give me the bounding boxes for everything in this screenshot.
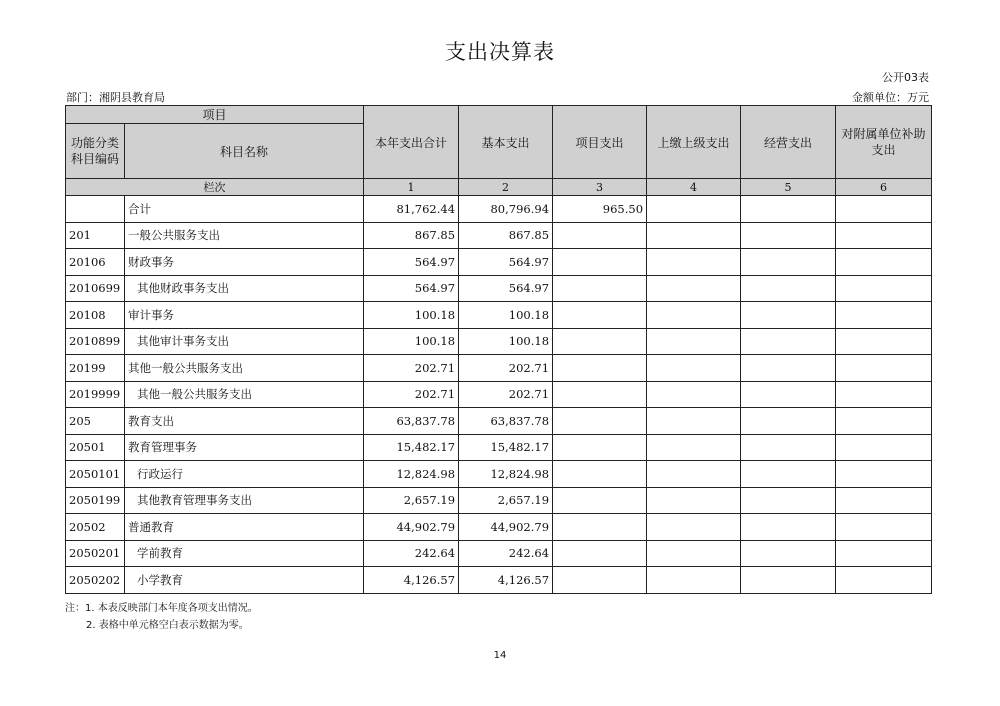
column-number: 2 <box>459 179 553 196</box>
cell-project <box>553 540 647 567</box>
cell-basic: 2,657.19 <box>459 487 553 514</box>
cell-subsidy <box>836 540 932 567</box>
page-title: 支出决算表 <box>445 40 555 64</box>
cell-total: 2,657.19 <box>364 487 459 514</box>
row-name: 其他财政事务支出 <box>125 275 364 302</box>
note-2: 2. 表格中单元格空白表示数据为零。 <box>86 620 249 631</box>
cell-upper <box>647 540 741 567</box>
form-number: 公开03表 <box>882 71 929 84</box>
name-header: 科目名称 <box>125 124 364 179</box>
cell-subsidy <box>836 196 932 223</box>
cell-total: 202.71 <box>364 355 459 382</box>
cell-business <box>741 514 836 541</box>
project-header: 项目 <box>66 106 364 124</box>
row-code: 2050101 <box>66 461 125 488</box>
column-header: 经营支出 <box>741 106 836 179</box>
cell-subsidy <box>836 514 932 541</box>
row-name: 合计 <box>125 196 364 223</box>
cell-total: 202.71 <box>364 381 459 408</box>
column-number: 1 <box>364 179 459 196</box>
cell-total: 63,837.78 <box>364 408 459 435</box>
row-code: 20108 <box>66 302 125 329</box>
cell-total: 44,902.79 <box>364 514 459 541</box>
cell-basic: 15,482.17 <box>459 434 553 461</box>
cell-project <box>553 381 647 408</box>
cell-basic: 202.71 <box>459 355 553 382</box>
column-header: 基本支出 <box>459 106 553 179</box>
expenditure-table <box>65 105 932 594</box>
cell-project: 965.50 <box>553 196 647 223</box>
row-code: 205 <box>66 408 125 435</box>
cell-basic: 80,796.94 <box>459 196 553 223</box>
table-row <box>66 514 932 541</box>
cell-upper <box>647 222 741 249</box>
row-code: 2050199 <box>66 487 125 514</box>
cell-upper <box>647 302 741 329</box>
row-name: 一般公共服务支出 <box>125 222 364 249</box>
cell-basic: 12,824.98 <box>459 461 553 488</box>
cell-project <box>553 222 647 249</box>
column-number: 4 <box>647 179 741 196</box>
cell-upper <box>647 514 741 541</box>
row-code: 20106 <box>66 249 125 276</box>
row-name: 财政事务 <box>125 249 364 276</box>
cell-project <box>553 567 647 594</box>
row-code <box>66 196 125 223</box>
cell-project <box>553 355 647 382</box>
cell-total: 867.85 <box>364 222 459 249</box>
column-header: 对附属单位补助支出 <box>836 106 932 179</box>
cell-upper <box>647 434 741 461</box>
cell-basic: 4,126.57 <box>459 567 553 594</box>
row-code: 201 <box>66 222 125 249</box>
table-row <box>66 540 932 567</box>
row-name: 审计事务 <box>125 302 364 329</box>
column-number: 6 <box>836 179 932 196</box>
row-code: 20199 <box>66 355 125 382</box>
cell-project <box>553 328 647 355</box>
cell-upper <box>647 328 741 355</box>
row-number-label: 栏次 <box>66 179 364 196</box>
cell-subsidy <box>836 328 932 355</box>
page-number: 14 <box>493 650 507 661</box>
cell-total: 100.18 <box>364 328 459 355</box>
cell-total: 564.97 <box>364 249 459 276</box>
column-header: 项目支出 <box>553 106 647 179</box>
cell-project <box>553 514 647 541</box>
cell-business <box>741 222 836 249</box>
column-header: 上缴上级支出 <box>647 106 741 179</box>
cell-basic: 100.18 <box>459 328 553 355</box>
cell-business <box>741 302 836 329</box>
cell-total: 100.18 <box>364 302 459 329</box>
column-number: 3 <box>553 179 647 196</box>
table-row <box>66 567 932 594</box>
row-code: 20501 <box>66 434 125 461</box>
cell-total: 12,824.98 <box>364 461 459 488</box>
cell-business <box>741 196 836 223</box>
cell-business <box>741 355 836 382</box>
cell-project <box>553 487 647 514</box>
cell-total: 564.97 <box>364 275 459 302</box>
cell-upper <box>647 196 741 223</box>
cell-project <box>553 302 647 329</box>
cell-basic: 242.64 <box>459 540 553 567</box>
cell-upper <box>647 275 741 302</box>
table-row <box>66 381 932 408</box>
cell-subsidy <box>836 222 932 249</box>
cell-subsidy <box>836 249 932 276</box>
row-code: 2010699 <box>66 275 125 302</box>
cell-upper <box>647 381 741 408</box>
row-name: 其他教育管理事务支出 <box>125 487 364 514</box>
cell-subsidy <box>836 381 932 408</box>
table-row <box>66 408 932 435</box>
cell-business <box>741 540 836 567</box>
cell-basic: 44,902.79 <box>459 514 553 541</box>
cell-business <box>741 381 836 408</box>
row-code: 2010899 <box>66 328 125 355</box>
table-row <box>66 249 932 276</box>
row-name: 教育管理事务 <box>125 434 364 461</box>
cell-project <box>553 275 647 302</box>
table-row <box>66 461 932 488</box>
cell-basic: 63,837.78 <box>459 408 553 435</box>
cell-business <box>741 461 836 488</box>
cell-total: 81,762.44 <box>364 196 459 223</box>
cell-upper <box>647 461 741 488</box>
table-row <box>66 275 932 302</box>
cell-basic: 867.85 <box>459 222 553 249</box>
row-code: 2050202 <box>66 567 125 594</box>
cell-business <box>741 408 836 435</box>
cell-upper <box>647 567 741 594</box>
cell-upper <box>647 487 741 514</box>
unit-label: 金额单位：万元 <box>852 91 929 104</box>
cell-total: 15,482.17 <box>364 434 459 461</box>
row-name: 普通教育 <box>125 514 364 541</box>
cell-total: 242.64 <box>364 540 459 567</box>
cell-subsidy <box>836 408 932 435</box>
row-name: 其他审计事务支出 <box>125 328 364 355</box>
cell-basic: 564.97 <box>459 275 553 302</box>
note-1: 注：1. 本表反映部门本年度各项支出情况。 <box>65 603 258 614</box>
cell-total: 4,126.57 <box>364 567 459 594</box>
cell-basic: 564.97 <box>459 249 553 276</box>
row-code: 2019999 <box>66 381 125 408</box>
row-code: 2050201 <box>66 540 125 567</box>
cell-basic: 202.71 <box>459 381 553 408</box>
cell-business <box>741 249 836 276</box>
row-name: 其他一般公共服务支出 <box>125 381 364 408</box>
notes <box>65 600 258 634</box>
cell-business <box>741 434 836 461</box>
cell-subsidy <box>836 355 932 382</box>
cell-project <box>553 249 647 276</box>
code-header: 功能分类科目编码 <box>66 124 125 179</box>
table-row <box>66 302 932 329</box>
cell-project <box>553 408 647 435</box>
cell-upper <box>647 249 741 276</box>
cell-business <box>741 487 836 514</box>
cell-subsidy <box>836 434 932 461</box>
cell-business <box>741 328 836 355</box>
table-row <box>66 222 932 249</box>
cell-basic: 100.18 <box>459 302 553 329</box>
cell-business <box>741 275 836 302</box>
column-number: 5 <box>741 179 836 196</box>
cell-upper <box>647 355 741 382</box>
cell-subsidy <box>836 275 932 302</box>
cell-subsidy <box>836 461 932 488</box>
department-label: 部门：湘阴县教育局 <box>66 91 165 104</box>
table-row <box>66 434 932 461</box>
table-row <box>66 355 932 382</box>
row-code: 20502 <box>66 514 125 541</box>
table-row <box>66 487 932 514</box>
cell-project <box>553 461 647 488</box>
column-header: 本年支出合计 <box>364 106 459 179</box>
cell-business <box>741 567 836 594</box>
table-row <box>66 328 932 355</box>
row-name: 其他一般公共服务支出 <box>125 355 364 382</box>
cell-subsidy <box>836 302 932 329</box>
cell-subsidy <box>836 567 932 594</box>
row-name: 教育支出 <box>125 408 364 435</box>
cell-upper <box>647 408 741 435</box>
row-name: 学前教育 <box>125 540 364 567</box>
row-name: 行政运行 <box>125 461 364 488</box>
table-row <box>66 196 932 223</box>
cell-subsidy <box>836 487 932 514</box>
row-name: 小学教育 <box>125 567 364 594</box>
cell-project <box>553 434 647 461</box>
